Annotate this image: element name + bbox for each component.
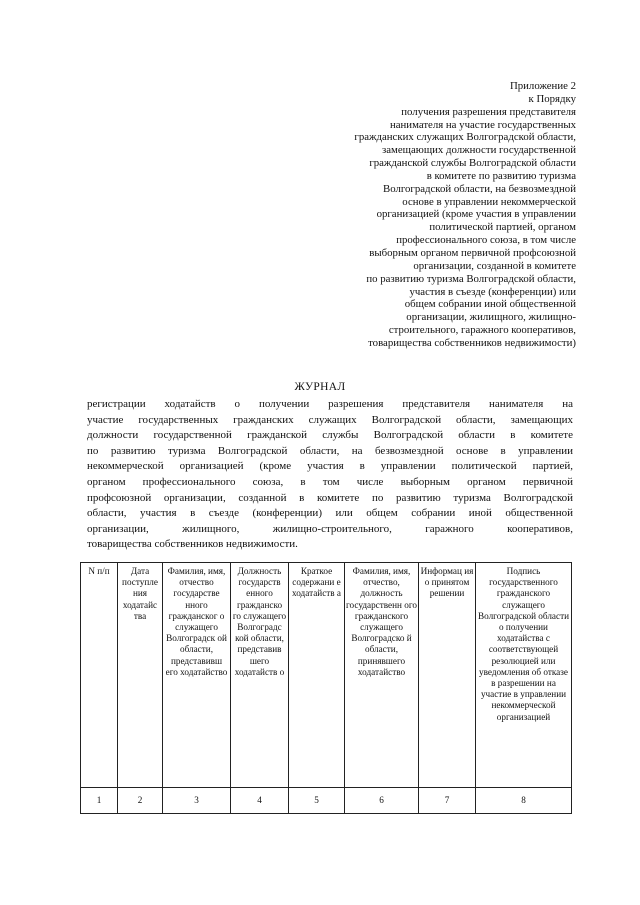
- journal-line: организации, жилищного, жилищно-строительного, гаражного кооперативов,: [87, 522, 573, 535]
- journal-description: [87, 397, 573, 553]
- appendix-line: организацией (кроме участия в управлении: [376, 208, 576, 221]
- column-number: 1: [81, 788, 118, 814]
- appendix-line: Приложение 2: [509, 80, 576, 92]
- column-number: 6: [345, 788, 419, 814]
- appendix-line: выборным органом первичной профсоюзной: [369, 246, 576, 259]
- appendix-line: по развитию туризма Волгоградской области,: [366, 272, 576, 285]
- column-number: 2: [118, 788, 163, 814]
- journal-line: области, участия в съезде (конференции) или общем собрании иной общественной: [87, 507, 573, 520]
- column-header-date: Дата поступле ния ходатайс тва: [118, 563, 163, 788]
- column-header-applicant-name: Фамилия, имя, отчество государстве нного гражданског о служащего Волгоградск ой области, представивш его ходатайство: [163, 563, 231, 788]
- appendix-line: организации, созданной в комитете: [413, 259, 576, 272]
- column-number: 8: [476, 788, 572, 814]
- appendix-line: организации, жилищного, жилищно-: [406, 311, 576, 324]
- registration-journal-table: [80, 562, 572, 814]
- journal-line: органом профессионального союза, в том числе выборным органом первичной: [87, 475, 573, 488]
- appendix-line: к Порядку: [528, 92, 576, 105]
- journal-line: регистрации ходатайств о получении разрешения представителя нанимателя на: [87, 398, 573, 410]
- table-header-row: [81, 563, 572, 788]
- column-header-applicant-position: Должность государств енного гражданско го служащего Волгоградс кой области, представив шего ходатайств о: [231, 563, 289, 788]
- journal-title: ЖУРНАЛ: [294, 381, 346, 393]
- column-header-summary: Краткое содержани е ходатайств а: [289, 563, 345, 788]
- journal-line: профсоюзной организации, созданной в комитете по развитию туризма Волгоградской: [87, 491, 573, 504]
- appendix-line: политической партией, органом: [429, 221, 576, 234]
- column-header-receiver: Фамилия, имя, отчество, должность государственн ого гражданского служащего Волгоградско й области, принявшего ходатайство: [345, 563, 419, 788]
- column-number: 5: [289, 788, 345, 814]
- appendix-line: замещающих должности государственной: [381, 144, 576, 157]
- appendix-line: общем собрании иной общественной: [404, 298, 576, 311]
- column-number: 4: [231, 788, 289, 814]
- appendix-line: Волгоградской области, на безвозмездной: [383, 182, 576, 195]
- appendix-line: профессионального союза, в том числе: [396, 234, 576, 247]
- appendix-line: получения разрешения представителя: [401, 105, 576, 118]
- appendix-line: нанимателя на участие государственных: [389, 118, 576, 131]
- journal-line: по развитию туризма Волгоградской области, на безвозмездной основе в управлении: [87, 444, 573, 457]
- appendix-line: строительного, гаражного кооперативов,: [388, 324, 576, 337]
- column-header-signature: Подпись государственного гражданского служащего Волгоградской области о получении ходатайства с соответствующей резолюцией или уведомления об отказе в разрешении на участие в управлении некоммерческой организацией: [476, 563, 572, 788]
- journal-line: участие государственных гражданских служащих Волгоградской области, замещающих: [87, 413, 573, 426]
- appendix-line: основе в управлении некоммерческой: [402, 195, 576, 208]
- appendix-line: в комитете по развитию туризма: [426, 169, 576, 182]
- column-header-decision: Информац ия о принятом решении: [419, 563, 476, 788]
- column-header-number: N п/п: [81, 563, 118, 788]
- appendix-line: гражданских служащих Волгоградской области,: [354, 131, 576, 144]
- table-number-row: [81, 788, 572, 814]
- appendix-heading: [286, 80, 576, 350]
- column-number: 3: [163, 788, 231, 814]
- journal-line: товарищества собственников недвижимости.: [87, 538, 298, 551]
- column-number: 7: [419, 788, 476, 814]
- appendix-line: участия в съезде (конференции) или: [409, 285, 576, 298]
- appendix-line: гражданской службы Волгоградской области: [369, 157, 576, 170]
- journal-line: должности государственной гражданской службы Волгоградской области в комитете: [87, 429, 573, 442]
- journal-line: некоммерческой организацией (кроме участия в управлении политической партией,: [87, 460, 573, 473]
- appendix-line: товарищества собственников недвижимости): [368, 336, 576, 349]
